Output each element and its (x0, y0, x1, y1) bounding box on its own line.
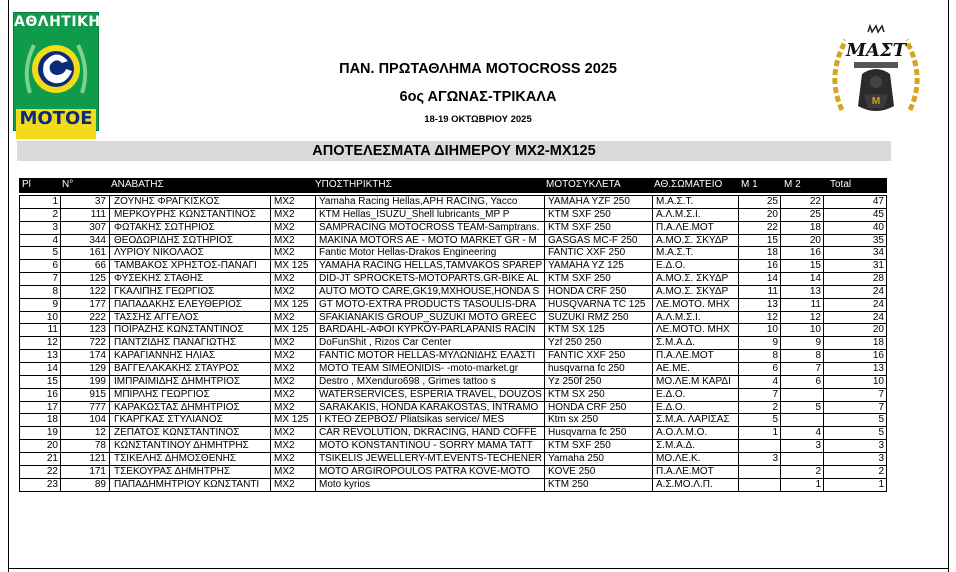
cell-cls: MX2 (274, 440, 295, 452)
cell-bike: GASGAS MC-F 250 (548, 234, 638, 246)
cell-rider: ΚΑΡΑΓΙΑΝΝΗΣ ΗΛΙΑΣ (114, 350, 216, 362)
cell-rider: ΤΑΜΒΑΚΟΣ ΧΡΗΣΤΟΣ-ΠΑΝΑΓΙ (114, 260, 257, 272)
cell-m1: 5 (772, 414, 778, 426)
table-row (20, 247, 886, 260)
svg-text:M: M (871, 96, 881, 107)
table-header (19, 178, 887, 193)
cell-bike: KTM 250 (548, 478, 589, 490)
cell-cls: MX2 (274, 452, 295, 464)
cell-m1: 20 (766, 208, 778, 220)
cell-pl: 1 (52, 196, 58, 207)
cell-bike: HONDA CRF 250 (548, 401, 627, 413)
grid-line (780, 195, 781, 492)
cell-no: 121 (89, 452, 106, 464)
cell-total: 1 (878, 478, 884, 490)
cell-pl: 23 (46, 478, 58, 490)
cell-no: 122 (89, 285, 106, 297)
cell-m2: 8 (815, 350, 821, 362)
cell-club: Α.Ο.Λ.Μ.Ο. (656, 427, 708, 439)
cell-sponsor: DoFunShit , Rizos Car Center (319, 337, 452, 349)
table-row (20, 235, 886, 248)
cell-rider: ΤΣΙΚΕΛΗΣ ΔΗΜΟΣΘΕΝΗΣ (114, 452, 236, 464)
cell-m2: 1 (815, 478, 821, 490)
cell-rider: ΓΚΑΡΓΚΑΣ ΣΤΥΛΙΑΝΟΣ (114, 414, 223, 426)
cell-m2: 11 (810, 298, 821, 310)
cell-total: 45 (872, 208, 884, 220)
cell-m2: 10 (809, 324, 821, 336)
cell-sponsor: Fantic Motor Hellas-Drakos Engineering (319, 247, 497, 259)
cell-pl: 17 (46, 401, 58, 413)
cell-no: 722 (89, 337, 106, 349)
cell-bike: YAMAHA YZ 125 (548, 260, 624, 272)
logo-top-text: ΑΘΛΗΤΙΚΗ (14, 14, 101, 30)
cell-rider: ΦΩΤΑΚΗΣ ΣΩΤΗΡΙΟΣ (114, 221, 215, 233)
table-row (20, 453, 886, 466)
event-title: 6ος ΑΓΩΝΑΣ-ΤΡΙΚΑΛΑ (399, 89, 557, 105)
cell-no: 777 (89, 401, 106, 413)
cell-bike: FANTIC XXF 250 (548, 247, 626, 259)
cell-total: 3 (878, 452, 884, 464)
cell-cls: MX2 (274, 427, 295, 439)
event-dates: 18-19 ΟΚΤΩΒΡΙΟΥ 2025 (424, 114, 532, 125)
cell-rider: ΙΜΠΡΑΙΜΙΔΗΣ ΔΗΜΗΤΡΙΟΣ (114, 375, 241, 387)
cell-bike: KTM SXF 250 (548, 208, 611, 220)
cell-m1: 16 (766, 260, 778, 272)
cell-sponsor: FANTIC MOTOR HELLAS-ΜΥΛΩΝΙΔΗΣ ΕΛΑΣΤΙ (319, 350, 536, 362)
cell-m1: 8 (772, 350, 778, 362)
cell-sponsor: Destro , MXenduro698 , Grimes tattoo s (319, 375, 496, 387)
cell-cls: MX2 (274, 196, 295, 207)
table-row (20, 389, 886, 402)
cell-club: Α.Λ.Μ.Σ.Ι. (656, 311, 701, 323)
cell-pl: 21 (46, 452, 58, 464)
cell-m1: 4 (772, 375, 778, 387)
cell-no: 129 (89, 362, 106, 374)
cell-pl: 13 (46, 350, 58, 362)
cell-m1: 12 (766, 311, 778, 323)
col-header-total: Total (830, 179, 852, 190)
cell-m2: 4 (815, 427, 821, 439)
cell-total: 10 (872, 375, 884, 387)
cell-m1: 25 (766, 196, 778, 207)
cell-m2 (782, 453, 821, 465)
cell-sponsor: MOTO ARGIROPOULOS PATRA KOVE-MOTO (319, 465, 530, 477)
cell-bike: KTM SXF 250 (548, 221, 611, 233)
cell-total: 40 (872, 221, 884, 233)
cell-club: Α.Λ.Μ.Σ.Ι. (656, 208, 701, 220)
grid-line (109, 195, 110, 492)
cell-sponsor: SAMPRACING MOTOCROSS TEAM-Samptrans. (319, 221, 540, 233)
page-border-left (8, 0, 9, 572)
cell-cls: MX2 (274, 362, 295, 374)
grid-line (315, 195, 316, 492)
cell-rider: ΤΑΣΣΗΣ ΑΓΓΕΛΟΣ (114, 311, 199, 323)
cell-total: 18 (872, 337, 884, 349)
cell-rider: ΦΥΣΕΚΗΣ ΣΤΑΘΗΣ (114, 273, 204, 285)
cell-pl: 20 (46, 440, 58, 452)
cell-m2 (782, 414, 821, 426)
cell-sponsor: Yamaha Racing Hellas,APH RACING, Yacco (319, 196, 518, 207)
cell-rider: ΚΑΡΑΚΩΣΤΑΣ ΔΗΜΗΤΡΙΟΣ (114, 401, 240, 413)
cell-total: 35 (872, 234, 884, 246)
cell-club: Σ.Μ.Α. ΛΑΡΙΣΑΣ (656, 414, 730, 426)
cell-sponsor: BARDAHL-ΑΦΟΙ ΚΥΡΚΟΥ-PARLAPANIS RACIN (319, 324, 536, 336)
col-header-club: ΑΘ.ΣΩΜΑΤΕΙΟ (654, 179, 723, 190)
cell-sponsor: CAR REVOLUTION, DKRACING, HAND COFFE (319, 427, 537, 439)
cell-m2: 22 (809, 196, 821, 207)
cell-club: Π.Α.ΛΕ.ΜΟΤ (656, 350, 714, 362)
cell-cls: MX2 (274, 247, 295, 259)
cell-no: 222 (89, 311, 106, 323)
cell-club: ΛΕ.ΜΟΤΟ. ΜΗΧ (656, 324, 730, 336)
cell-m2: 3 (815, 440, 821, 452)
cell-rider: ΘΕΟΔΩΡΙΔΗΣ ΣΩΤΗΡΙΟΣ (114, 234, 233, 246)
cell-club: Α.ΜΟ.Σ. ΣΚΥΔΡ (656, 234, 729, 246)
cell-bike: Yamaha 250 (548, 452, 604, 464)
cell-no: 199 (89, 375, 106, 387)
cell-no: 89 (94, 478, 106, 490)
cell-pl: 12 (46, 337, 58, 349)
cell-rider: ΖΕΠΑΤΟΣ ΚΩΝΣΤΑΝΤΙΝΟΣ (114, 427, 240, 439)
cell-no: 125 (89, 273, 106, 285)
cell-sponsor: DID-JT SPROCKETS-MOTOPARTS.GR-BIKE AL (319, 273, 539, 285)
cell-m1: 3 (772, 452, 778, 464)
cell-bike: KTM SX 125 (548, 324, 605, 336)
col-header-m2: Μ 2 (784, 179, 801, 190)
cell-m1: 7 (772, 388, 778, 400)
cell-bike: Yz 250f 250 (548, 375, 602, 387)
cell-m1: 15 (766, 234, 778, 246)
cell-pl: 5 (52, 247, 58, 259)
cell-cls: MX2 (274, 337, 295, 349)
cell-pl: 6 (52, 260, 58, 272)
cell-m1 (739, 479, 778, 492)
cell-club: Α.Σ.ΜΟ.Λ.Π. (656, 478, 713, 490)
table-row (20, 414, 886, 427)
cell-cls: MX 125 (274, 414, 309, 426)
grid-line (60, 195, 61, 492)
col-header-sponsor: ΥΠΟΣΤΗΡΙΚΤΗΣ (315, 179, 392, 190)
table-row (20, 324, 886, 337)
cell-club: ΜΟ.ΛΕ.Μ ΚΑΡΔΙ (656, 375, 731, 387)
cell-cls: MX2 (274, 388, 295, 400)
cell-pl: 11 (47, 324, 58, 336)
table-row (20, 427, 886, 440)
col-header-pl: Pl (22, 179, 31, 190)
cell-pl: 3 (52, 221, 58, 233)
cell-m1 (739, 440, 778, 452)
cell-no: 915 (89, 388, 106, 400)
cell-club: Π.Α.ΛΕ.ΜΟΤ (656, 221, 714, 233)
cell-rider: ΛΥΡΙΟΥ ΝΙΚΟΛΑΟΣ (114, 247, 204, 259)
cell-sponsor: MOTO KONSTANTINOU - SORRY MAMA TATT (319, 440, 533, 452)
table-row (20, 479, 886, 492)
cell-no: 111 (90, 208, 106, 220)
col-header-no: Ν° (62, 179, 74, 190)
cell-m2: 14 (809, 273, 821, 285)
cell-cls: MX2 (274, 350, 295, 362)
cell-rider: ΒΑΓΓΕΛΑΚΑΚΗΣ ΣΤΑΥΡΟΣ (114, 362, 240, 374)
table-row (20, 466, 886, 479)
cell-club: Π.Α.ΛΕ.ΜΟΤ (656, 465, 714, 477)
cell-bike: KOVE 250 (548, 465, 596, 477)
cell-club: Σ.Μ.Α.Δ. (656, 337, 695, 349)
table-row (20, 376, 886, 389)
cell-total: 47 (872, 196, 884, 207)
cell-no: 177 (89, 298, 106, 310)
cell-no: 174 (89, 350, 106, 362)
cell-cls: MX2 (274, 311, 295, 323)
cell-club: Ε.Δ.Ο. (656, 401, 686, 413)
cell-total: 28 (872, 273, 884, 285)
cell-rider: ΜΠΙΡΛΗΣ ΓΕΩΡΓΙΟΣ (114, 388, 210, 400)
cell-bike: KTM SX 250 (548, 388, 605, 400)
page-border-bottom (8, 568, 949, 569)
cell-rider: ΠΑΠΑΔΗΜΗΤΡΙΟΥ ΚΩΝΣΤΑΝΤΙ (114, 478, 260, 490)
cell-m1: 22 (766, 221, 778, 233)
cell-total: 20 (872, 324, 884, 336)
cell-pl: 22 (46, 465, 58, 477)
grid-line (270, 195, 271, 492)
table-row (20, 273, 886, 286)
cell-m2: 20 (809, 234, 821, 246)
cell-bike: Ktm sx 250 (548, 414, 599, 426)
cell-cls: MX 125 (274, 298, 309, 310)
cell-rider: ΚΩΝΣΤΑΝΤΙΝΟΥ ΔΗΜΗΤΡΗΣ (114, 440, 249, 452)
cell-m1: 6 (772, 362, 778, 374)
cell-m2: 12 (809, 311, 821, 323)
results-title: ΑΠΟΤΕΛΕΣΜΑΤΑ ΔΙΗΜΕΡΟΥ MX2-MX125 (17, 141, 891, 161)
cell-pl: 8 (52, 285, 58, 297)
cell-no: 307 (89, 221, 106, 233)
cell-no: 37 (94, 196, 106, 207)
cell-club: Α.ΜΟ.Σ. ΣΚΥΔΡ (656, 273, 729, 285)
table-row (20, 299, 886, 312)
cell-cls: MX2 (274, 401, 295, 413)
cell-total: 24 (872, 298, 884, 310)
cell-sponsor: WATERSERVICES, ESPERIA TRAVEL, DOUZOS (319, 388, 542, 400)
cell-pl: 18 (46, 414, 58, 426)
cell-sponsor: KTM Hellas_ISUZU_Shell lubricants_MP P (319, 208, 510, 220)
cell-m2: 25 (809, 208, 821, 220)
cell-no: 161 (89, 247, 106, 259)
cell-m2: 16 (809, 247, 821, 259)
cell-m2: 9 (815, 337, 821, 349)
col-header-rider: ΑΝΑΒΑΤΗΣ (111, 179, 164, 190)
cell-sponsor: GT MOTO-EXTRA PRODUCTS TASOULIS-DRA (319, 298, 537, 310)
cell-cls: MX2 (274, 465, 295, 477)
cell-cls: MX 125 (274, 260, 309, 272)
cell-rider: ΤΣΕΚΟΥΡΑΣ ΔΗΜΗΤΡΗΣ (114, 465, 231, 477)
cell-club: ΛΕ.ΜΟΤΟ. ΜΗΧ (656, 298, 730, 310)
cell-club: ΜΟ.ΛΕ.Κ. (656, 452, 701, 464)
cell-pl: 16 (46, 388, 58, 400)
cell-no: 66 (94, 260, 106, 272)
cell-total: 3 (878, 440, 884, 452)
cell-total: 24 (872, 285, 884, 297)
grid-line (738, 195, 739, 492)
cell-m1: 18 (766, 247, 778, 259)
cell-m2: 6 (815, 375, 821, 387)
cell-pl: 14 (46, 362, 58, 374)
cell-m1: 11 (767, 285, 778, 297)
table-row (20, 222, 886, 235)
cell-total: 16 (872, 350, 884, 362)
cell-sponsor: MAKINA MOTORS AE - MOTO MARKET GR - M (319, 234, 537, 246)
cell-m2: 7 (815, 362, 821, 374)
cell-club: Ε.Δ.Ο. (656, 260, 686, 272)
table-row (20, 286, 886, 299)
cell-no: 12 (94, 427, 106, 439)
cell-no: 104 (89, 414, 106, 426)
cell-club: Σ.Μ.Α.Δ. (656, 440, 695, 452)
cell-cls: MX2 (274, 234, 295, 246)
table-row (20, 337, 886, 350)
cell-rider: ΠΑΠΑΔΑΚΗΣ ΕΛΕΥΘΕΡΙΟΣ (114, 298, 242, 310)
cell-rider: ΓΚΑΛΙΠΗΣ ΓΕΩΡΓΙΟΣ (114, 285, 215, 297)
col-header-bike: ΜΟΤΟΣΥΚΛΕΤΑ (546, 179, 621, 190)
cell-m1: 1 (772, 427, 778, 439)
cell-bike: HUSQVARNA TC 125 (548, 298, 646, 310)
table-row (20, 312, 886, 325)
cell-rider: ΠΟΪΡΑΖΗΣ ΚΩΝΣΤΑΝΤΙΝΟΣ (114, 324, 244, 336)
cell-no: 78 (94, 440, 106, 452)
cell-m2 (782, 389, 821, 401)
cell-sponsor: SFAKIANAKIS GROUP_SUZUKI MOTO GREEC (319, 311, 537, 323)
cell-pl: 4 (52, 234, 58, 246)
cell-club: ΑΕ.ΜΕ. (656, 362, 690, 374)
cell-m2: 5 (815, 401, 821, 413)
table-row (20, 363, 886, 376)
cell-rider: ΖΟΥΝΗΣ ΦΡΑΓΚΙΣΚΟΣ (114, 196, 220, 207)
cell-m2: 18 (809, 221, 821, 233)
federation-logo (13, 12, 99, 131)
cell-cls: MX2 (274, 221, 295, 233)
grid-line (823, 195, 824, 492)
cell-bike: FANTIC XXF 250 (548, 350, 626, 362)
cell-m1: 10 (766, 324, 778, 336)
cell-pl: 10 (46, 311, 58, 323)
cell-m1: 2 (772, 401, 778, 413)
cell-sponsor: YAMAHA RACING HELLAS,TAMVAKOS SPAREP (319, 260, 543, 272)
cell-cls: MX2 (274, 273, 295, 285)
cell-bike: Husqvarna fc 250 (548, 427, 627, 439)
cell-rider: ΠΑΝΤΖΙΔΗΣ ΠΑΝΑΓΙΩΤΗΣ (114, 337, 237, 349)
cell-cls: MX 125 (274, 324, 309, 336)
cell-bike: KTM SXF 250 (548, 440, 611, 452)
cell-total: 7 (878, 401, 884, 413)
cell-bike: Yzf 250 250 (548, 337, 602, 349)
cell-sponsor: I KTEO ZEPBOΣ/ Pliatsikas service/ MES (319, 414, 505, 426)
cell-total: 34 (872, 247, 884, 259)
cell-total: 24 (872, 311, 884, 323)
table-row (20, 402, 886, 415)
cell-m1: 13 (766, 298, 778, 310)
grid-line (652, 195, 653, 492)
cell-m1: 14 (766, 273, 778, 285)
logo-bottom-text: MOTOE (16, 109, 96, 139)
cell-cls: MX2 (274, 478, 295, 490)
championship-title: ΠΑΝ. ΠΡΩΤΑΘΛΗΜΑ MOTOCROSS 2025 (339, 61, 617, 77)
cell-total: 13 (872, 362, 884, 374)
grid-line (544, 195, 545, 492)
cell-bike: SUZUKI RMZ 250 (548, 311, 629, 323)
cell-club: Μ.Α.Σ.Τ. (656, 196, 694, 207)
cell-pl: 15 (46, 375, 58, 387)
cell-bike: YAMAHA YZF 250 (548, 196, 630, 207)
cell-bike: husqvarna fc 250 (548, 362, 625, 374)
cell-no: 123 (89, 324, 106, 336)
cell-sponsor: MOTO TEAM SIMEONIDIS- -moto-market.gr (319, 362, 519, 374)
wreath-emblem-icon (18, 33, 94, 105)
mast-club-logo (828, 24, 924, 122)
cell-club: Ε.Δ.Ο. (656, 388, 686, 400)
table-row (20, 350, 886, 363)
col-header-m1: Μ 1 (741, 179, 758, 190)
cell-bike: KTM SXF 250 (548, 273, 611, 285)
cell-club: Α.ΜΟ.Σ. ΣΚΥΔΡ (656, 285, 729, 297)
cell-cls: MX2 (274, 375, 295, 387)
cell-sponsor: Moto kyrios (319, 478, 371, 490)
cell-m2: 13 (809, 285, 821, 297)
cell-m1 (739, 466, 778, 478)
cell-total: 31 (872, 260, 884, 272)
cell-bike: HONDA CRF 250 (548, 285, 627, 297)
cell-rider: ΜΕΡΚΟΥΡΗΣ ΚΩΝΣΤΑΝΤΙΝΟΣ (114, 208, 256, 220)
cell-m2: 15 (809, 260, 821, 272)
cell-club: Μ.Α.Σ.Τ. (656, 247, 694, 259)
cell-total: 2 (878, 465, 884, 477)
cell-no: 344 (89, 234, 106, 246)
table-row (20, 209, 886, 222)
cell-total: 7 (878, 388, 884, 400)
logo-right-text: MAΣT (845, 40, 907, 61)
cell-m1: 9 (772, 337, 778, 349)
table-row (20, 260, 886, 273)
cell-pl: 19 (46, 427, 58, 439)
cell-cls: MX2 (274, 208, 295, 220)
table-row (20, 196, 886, 209)
cell-sponsor: SARAKAKIS, HONDA KARAKOSTAS, INTRAMO (319, 401, 539, 413)
cell-no: 171 (89, 465, 106, 477)
cell-m2: 2 (815, 465, 821, 477)
cell-pl: 2 (52, 208, 58, 220)
cell-pl: 7 (52, 273, 58, 285)
cell-sponsor: TSIKELIS JEWELLERY-MT.EVENTS-TECHENER (319, 452, 542, 464)
table-row (20, 440, 886, 453)
cell-total: 5 (878, 427, 884, 439)
table-body (19, 195, 887, 492)
cell-pl: 9 (52, 298, 58, 310)
cell-cls: MX2 (274, 285, 295, 297)
page-border-right (948, 0, 949, 572)
cell-total: 5 (878, 414, 884, 426)
cell-sponsor: AUTO MOTO CARE,GK19,MXHOUSE,HONDA S (319, 285, 540, 297)
